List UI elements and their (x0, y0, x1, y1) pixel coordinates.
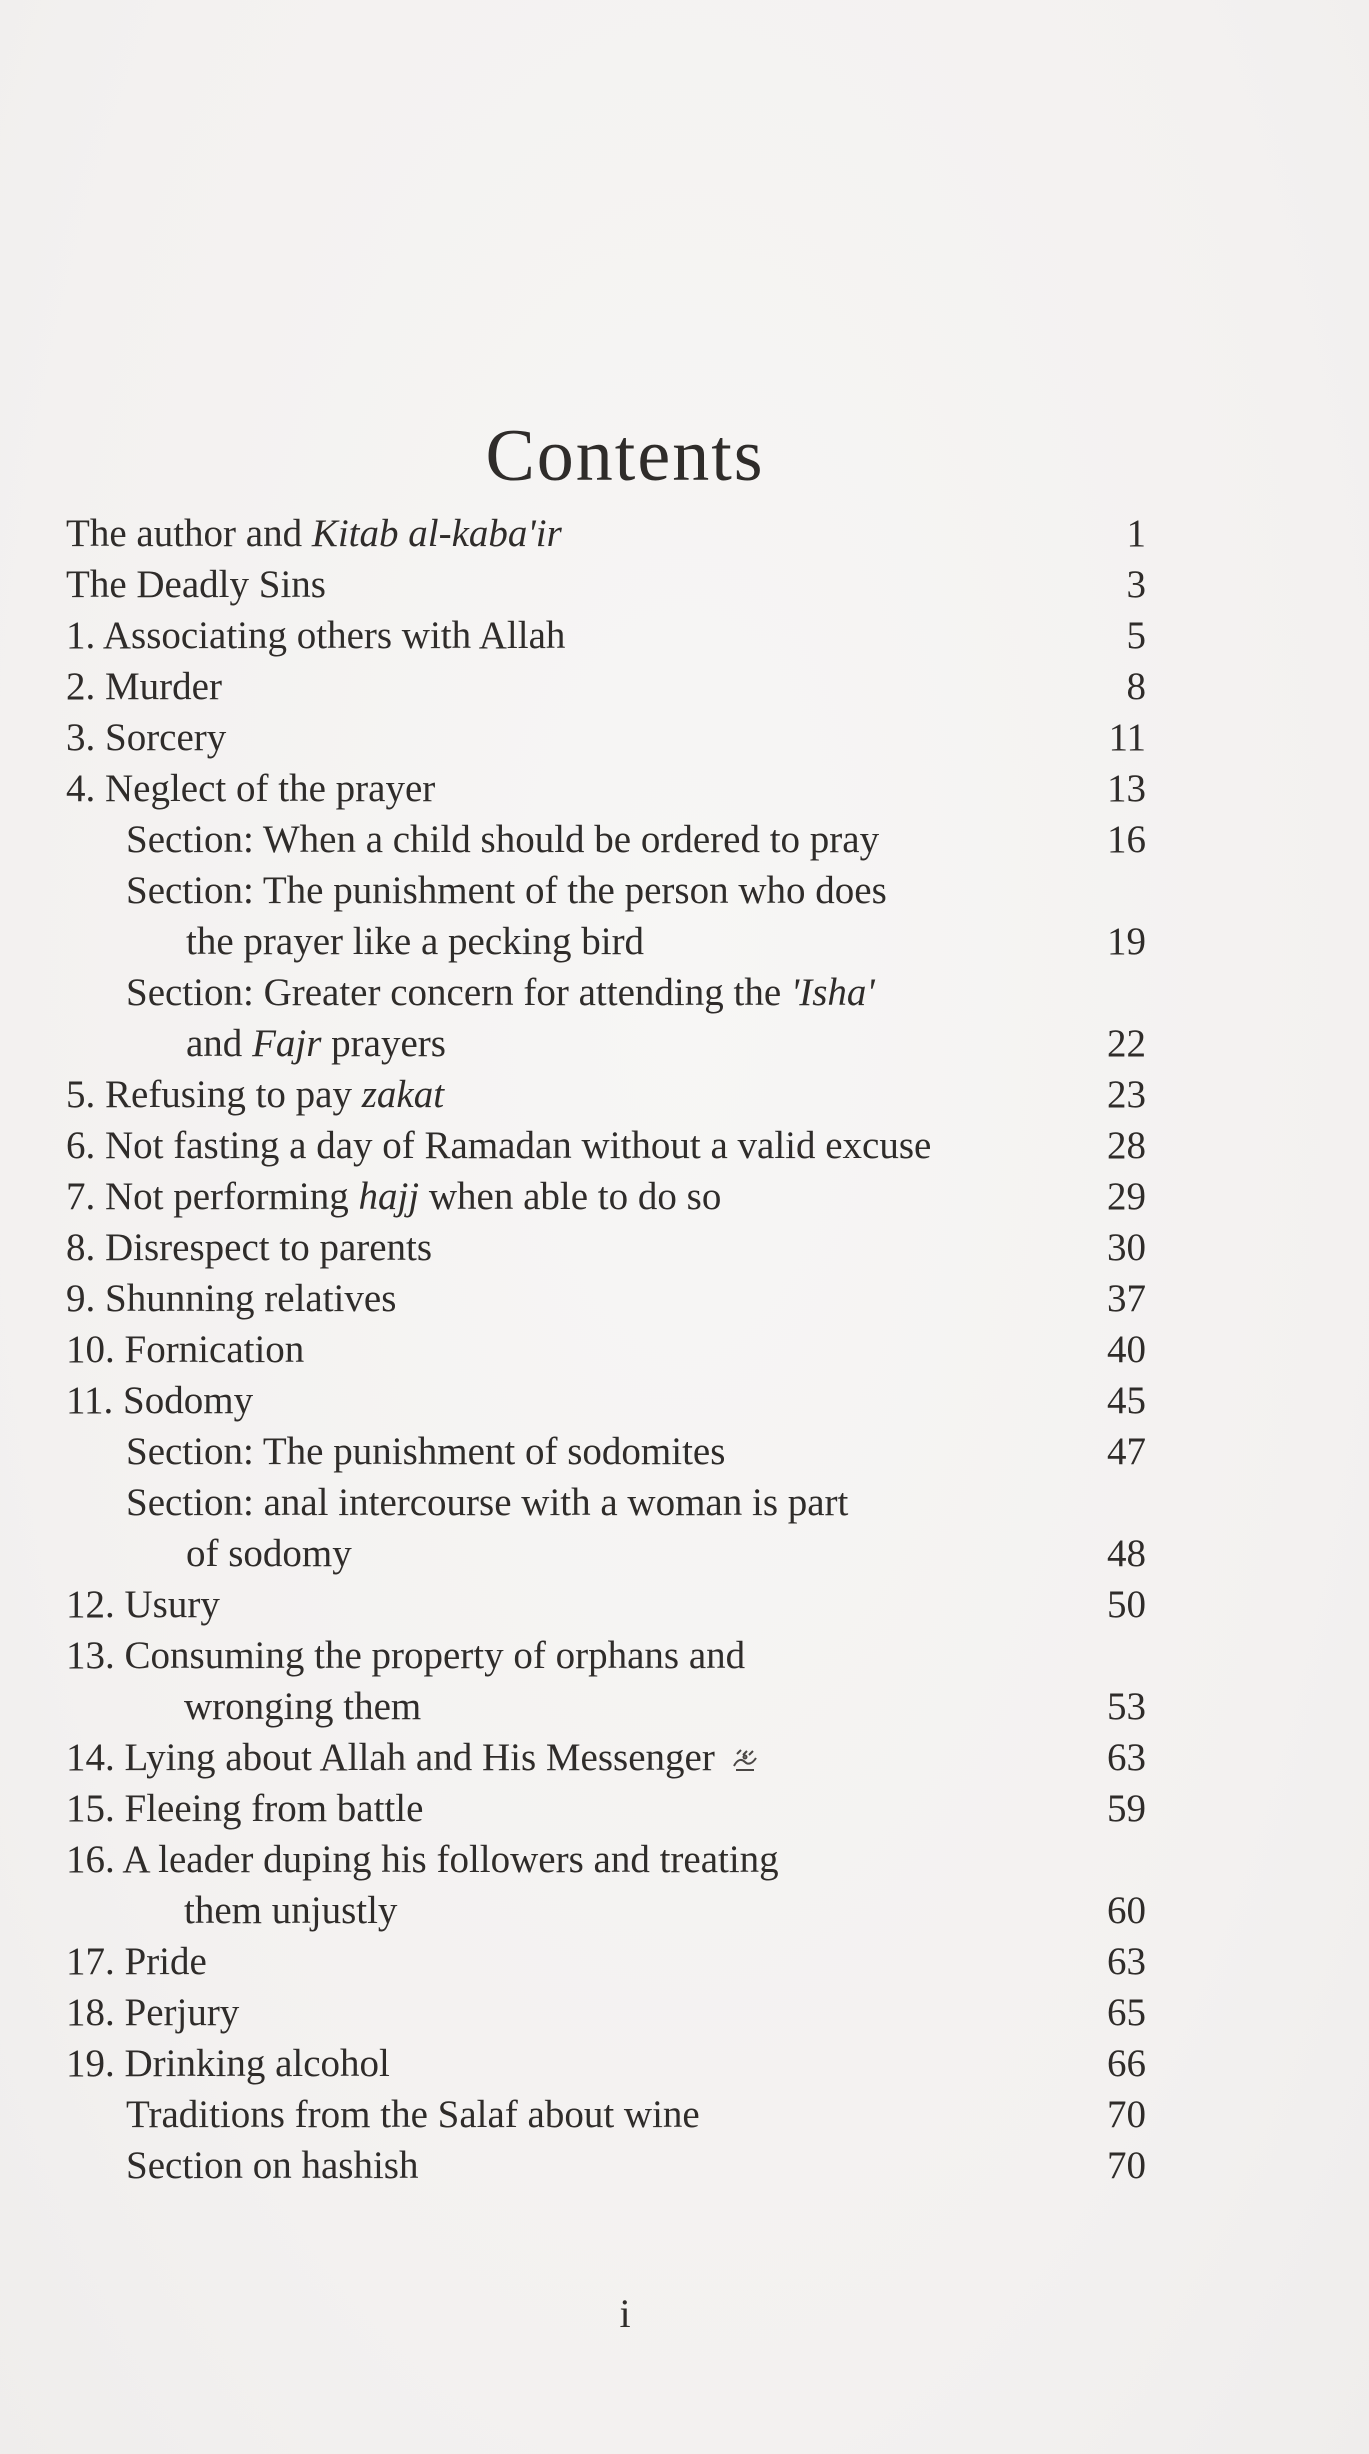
page-number: 1 (1126, 512, 1146, 555)
page-number: 13 (1107, 767, 1146, 810)
entry-text-continued: the prayer like a pecking bird (186, 920, 645, 963)
entry-text: The Deadly Sins (66, 563, 326, 606)
page-number: 65 (1107, 1991, 1146, 2034)
entry-text: 15. Fleeing from battle (66, 1787, 424, 1830)
toc-entry[interactable] (66, 1171, 1146, 1222)
toc-entry[interactable] (66, 2038, 1146, 2089)
entry-text-continued: of sodomy (186, 1532, 352, 1575)
entry-text: 4. Neglect of the prayer (66, 767, 436, 810)
entry-italic-term: zakat (361, 1073, 445, 1116)
entry-text: The author and (66, 512, 312, 555)
toc-subentry[interactable] (66, 865, 1146, 967)
page-number: 8 (1126, 665, 1146, 708)
entry-text: 1. Associating others with Allah (66, 614, 566, 657)
page-number: 11 (1108, 716, 1146, 759)
toc-entry[interactable] (66, 1732, 1146, 1783)
entry-text: Section: When a child should be ordered to pray (126, 818, 880, 861)
page-number: 28 (1107, 1124, 1146, 1167)
entry-text: Section: The punishment of sodomites (126, 1430, 726, 1473)
toc-entry[interactable] (66, 763, 1146, 814)
toc-entry[interactable] (66, 1273, 1146, 1324)
entry-text: when able to do so (428, 1175, 722, 1218)
page-number: 66 (1107, 2042, 1146, 2085)
entry-text: 7. Not performing (66, 1175, 349, 1218)
page-number: 50 (1107, 1583, 1146, 1626)
entry-italic-term: hajj (358, 1175, 420, 1218)
toc-entry[interactable] (66, 610, 1146, 661)
toc-entry[interactable] (66, 661, 1146, 712)
page-number: 19 (1107, 920, 1146, 963)
toc-entry[interactable] (66, 1936, 1146, 1987)
page-number: 22 (1107, 1022, 1146, 1065)
page-number: 48 (1107, 1532, 1146, 1575)
entry-text: 14. Lying about Allah and His Messenger (66, 1736, 715, 1779)
entry-text: Section: Greater concern for attending the (126, 971, 782, 1014)
page-number: 40 (1107, 1328, 1146, 1371)
page-title: Contents (485, 414, 765, 497)
toc-subentry[interactable] (66, 1477, 1146, 1579)
entry-text: 5. Refusing to pay (66, 1073, 352, 1116)
toc-entry[interactable] (66, 1324, 1146, 1375)
toc-entry[interactable] (66, 1579, 1146, 1630)
entry-text: 6. Not fasting a day of Ramadan without a valid excuse (66, 1124, 932, 1167)
page-number: 53 (1107, 1685, 1146, 1728)
entry-text: 19. Drinking alcohol (66, 2042, 390, 2085)
toc-entry[interactable] (66, 1834, 1146, 1936)
toc-subentry[interactable] (66, 814, 1146, 865)
table-of-contents (66, 508, 1146, 2191)
page-number: 70 (1107, 2093, 1146, 2136)
entry-text: Section on hashish (126, 2144, 419, 2187)
toc-entry[interactable] (66, 1630, 1146, 1732)
entry-text: 8. Disrespect to parents (66, 1226, 433, 1269)
toc-entry[interactable] (66, 1069, 1146, 1120)
toc-subentry[interactable] (66, 2089, 1146, 2140)
entry-text: Section: The punishment of the person who does (126, 869, 887, 912)
page-number: 3 (1126, 563, 1146, 606)
page-number: 60 (1107, 1889, 1146, 1932)
page-number: 5 (1126, 614, 1146, 657)
page-number: 63 (1107, 1736, 1146, 1779)
page-number: 16 (1107, 818, 1146, 861)
page-number: 59 (1107, 1787, 1146, 1830)
toc-subentry[interactable] (66, 2140, 1146, 2191)
page-number: 23 (1107, 1073, 1146, 1116)
entry-text: 9. Shunning relatives (66, 1277, 397, 1320)
entry-text: 3. Sorcery (66, 716, 227, 759)
toc-subentry[interactable] (66, 967, 1146, 1069)
toc-entry[interactable] (66, 559, 1146, 610)
page-folio: i (619, 2291, 631, 2336)
page-number: 63 (1107, 1940, 1146, 1983)
toc-entry[interactable] (66, 1987, 1146, 2038)
toc-entry[interactable] (66, 1783, 1146, 1834)
toc-subentry[interactable] (66, 1426, 1146, 1477)
entry-text-continued: and (186, 1022, 243, 1065)
entry-text-continued: wronging them (184, 1685, 422, 1728)
toc-entry[interactable] (66, 508, 1146, 559)
page-number: 47 (1107, 1430, 1146, 1473)
entry-text: 13. Consuming the property of orphans and (66, 1634, 746, 1677)
toc-entry[interactable] (66, 712, 1146, 763)
entry-text: 12. Usury (66, 1583, 220, 1626)
entry-italic-term: 'Isha' (790, 971, 875, 1014)
entry-italic-title: Kitab al-kaba'ir (311, 512, 562, 555)
page-number: 30 (1107, 1226, 1146, 1269)
toc-entry[interactable] (66, 1375, 1146, 1426)
entry-text: 11. Sodomy (66, 1379, 254, 1422)
salawat-calligraphy-icon (731, 1746, 759, 1772)
toc-entry[interactable] (66, 1222, 1146, 1273)
entry-text: Section: anal intercourse with a woman is part (126, 1481, 849, 1524)
entry-text: 2. Murder (66, 665, 222, 708)
page-number: 29 (1107, 1175, 1146, 1218)
entry-text: 16. A leader duping his followers and treating (66, 1838, 779, 1881)
entry-text-continued: them unjustly (184, 1889, 398, 1932)
entry-text-continued: prayers (331, 1022, 446, 1065)
entry-text: 17. Pride (66, 1940, 207, 1983)
entry-text: 10. Fornication (66, 1328, 305, 1371)
entry-italic-term: Fajr (252, 1022, 322, 1065)
toc-entry[interactable] (66, 1120, 1146, 1171)
page-number: 70 (1107, 2144, 1146, 2187)
page-number: 45 (1107, 1379, 1146, 1422)
entry-text: Traditions from the Salaf about wine (126, 2093, 700, 2136)
entry-text: 18. Perjury (66, 1991, 240, 2034)
page-number: 37 (1107, 1277, 1146, 1320)
